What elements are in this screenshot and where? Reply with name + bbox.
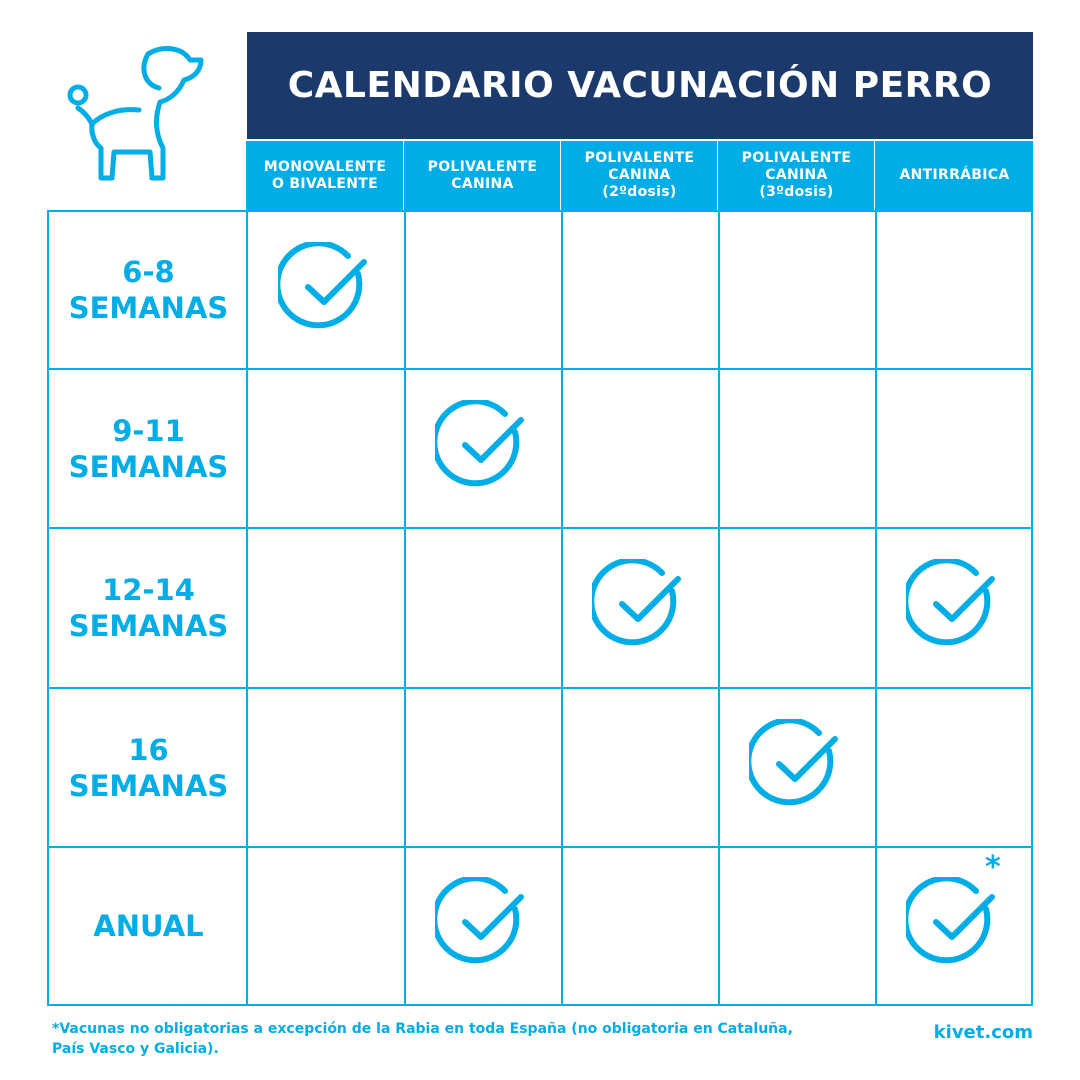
dog-icon [64,40,208,186]
row-label-6-8-semanas [49,212,248,368]
column-header-line: ANTIRRÁBICA [899,167,1010,183]
grid-line [404,141,406,1006]
grid-line [718,141,720,1006]
footnote [52,1019,882,1059]
column-header-antirrabica [876,141,1033,210]
column-header-line: POLIVALENTE [427,158,538,175]
check-icon [749,719,845,815]
row-label-line: SEMANAS [68,291,229,325]
row-label-9-11-semanas [49,370,248,527]
column-header-line: MONOVALENTE [263,158,387,175]
row-label-line: SEMANAS [68,609,229,643]
column-header-monovalente [247,141,403,210]
row-label-16-semanas [49,689,248,846]
grid-line [561,141,563,1006]
grid-line [47,1004,1033,1006]
grid-line [875,141,877,1006]
column-header-line: CANINA [451,175,514,192]
column-header-line: (2ºdosis) [602,184,677,200]
footnote-line: *Vacunas no obligatorias a excepción de la Rabia en toda España (no obligatoria en Cataluña, [52,1021,793,1037]
check-icon [906,877,1002,973]
check-icon [435,400,531,496]
page-title: CALENDARIO VACUNACIÓN PERRO [287,65,993,106]
asterisk-note-marker: * [985,850,1001,885]
row-label-line: 6-8 [122,255,175,289]
column-header-line: O BIVALENTE [272,175,378,192]
row-label-line: 16 [128,732,169,767]
column-header-line: POLIVALENTE [584,150,695,166]
column-header-polivalente-3 [719,141,874,210]
check-icon [906,559,1002,655]
title-banner [247,32,1033,139]
row-label-line: 9-11 [112,413,185,448]
check-icon [592,559,688,655]
column-header-polivalente-2 [562,141,717,210]
site-url: kivet.com [933,1022,1033,1043]
row-label-line: SEMANAS [68,449,229,484]
row-label-line: SEMANAS [68,768,229,803]
row-label-line: 12-14 [102,573,195,607]
column-header-line: CANINA [765,167,828,183]
grid-line [1031,141,1033,1006]
column-header-line: (3ºdosis) [759,184,834,200]
check-icon [435,877,531,973]
check-icon [278,242,374,338]
footnote-line: País Vasco y Galicia). [52,1041,219,1057]
row-label-12-14-semanas [49,529,248,687]
column-header-polivalente [405,141,560,210]
column-header-line: POLIVALENTE [741,150,852,166]
row-label-line: ANUAL [93,909,204,943]
column-header-line: CANINA [608,167,671,183]
row-label-anual [49,848,248,1004]
